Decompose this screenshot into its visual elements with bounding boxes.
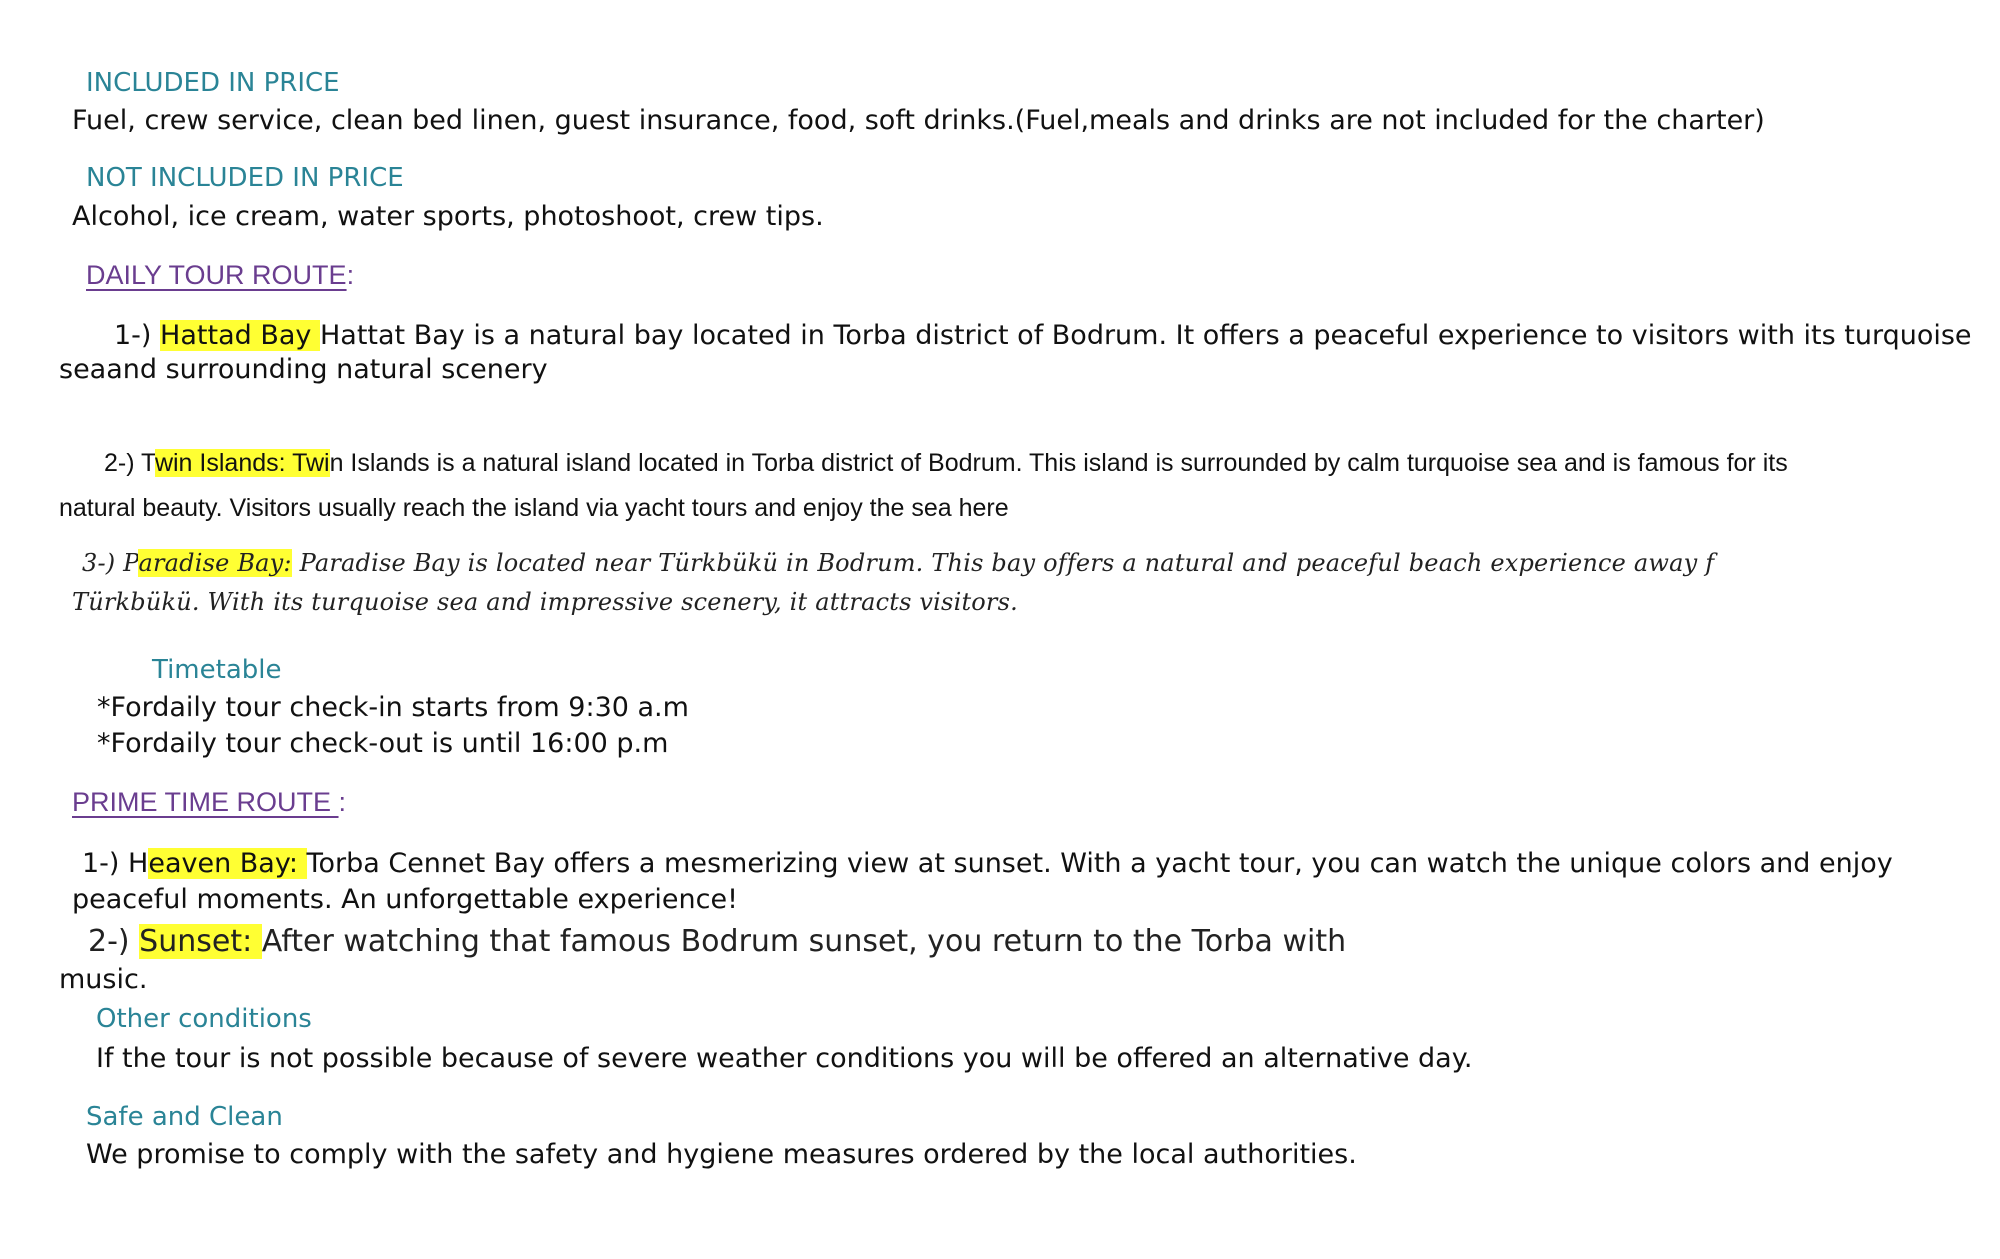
item-number: 2-) T bbox=[104, 449, 155, 477]
daily-route-item-2-continuation: natural beauty. Visitors usually reach the island via yacht tours and enjoy the sea here bbox=[59, 494, 1009, 522]
timetable-line-1: *Fordaily tour check-in starts from 9:30 a.m bbox=[97, 692, 689, 723]
prime-route-item-1 bbox=[82, 848, 1893, 879]
item-highlight: win Islands: Twi bbox=[154, 449, 330, 477]
daily-route-item-3-continuation: Türkbükü. With its turquoise sea and impressive scenery, it attracts visitors. bbox=[72, 588, 1018, 616]
prime-route-heading bbox=[72, 787, 346, 818]
item-text: n Islands is a natural island located in Torba district of Bodrum. This island is surrounded by calm turquoise sea and is famous for its bbox=[329, 449, 1788, 477]
daily-route-heading bbox=[86, 260, 354, 291]
prime-route-item-1-continuation: peaceful moments. An unforgettable experience! bbox=[72, 884, 738, 915]
item-number: 1-) H bbox=[82, 848, 149, 879]
prime-route-heading-label: PRIME TIME ROUTE bbox=[72, 787, 339, 817]
item-highlight: Sunset: bbox=[139, 924, 262, 959]
daily-route-item-2 bbox=[104, 449, 1788, 478]
safe-clean-heading: Safe and Clean bbox=[86, 1102, 283, 1132]
timetable-heading: Timetable bbox=[152, 655, 282, 685]
other-conditions-heading: Other conditions bbox=[96, 1004, 312, 1034]
not-included-text: Alcohol, ice cream, water sports, photoshoot, crew tips. bbox=[72, 201, 824, 232]
prime-route-heading-colon: : bbox=[338, 787, 347, 817]
item-text: After watching that famous Bodrum sunset, you return to the Torba with bbox=[261, 924, 1347, 959]
prime-route-item-2 bbox=[88, 924, 1346, 959]
not-included-heading: NOT INCLUDED IN PRICE bbox=[86, 163, 404, 193]
safe-clean-text: We promise to comply with the safety and hygiene measures ordered by the local authorities. bbox=[86, 1139, 1357, 1170]
daily-route-item-3 bbox=[82, 549, 1714, 577]
other-conditions-text: If the tour is not possible because of severe weather conditions you will be offered an alternative day. bbox=[96, 1043, 1473, 1074]
item-highlight: eaven Bay: bbox=[148, 848, 307, 879]
daily-route-heading-label: DAILY TOUR ROUTE bbox=[86, 260, 347, 290]
timetable-line-2: *Fordaily tour check-out is until 16:00 p.m bbox=[97, 728, 669, 759]
item-highlight: Hattad Bay bbox=[160, 320, 320, 351]
item-number: 3-) P bbox=[82, 549, 139, 577]
item-number: 1-) bbox=[114, 320, 161, 351]
item-text: Torba Cennet Bay offers a mesmerizing view at sunset. With a yacht tour, you can watch the unique colors and enjoy bbox=[306, 848, 1893, 879]
daily-route-heading-colon: : bbox=[346, 260, 355, 290]
daily-route-item-1-continuation: seaand surrounding natural scenery bbox=[59, 354, 548, 385]
included-text: Fuel, crew service, clean bed linen, guest insurance, food, soft drinks.(Fuel,meals and drinks are not included for the charter) bbox=[72, 105, 1765, 136]
included-heading: INCLUDED IN PRICE bbox=[86, 68, 340, 98]
item-number: 2-) bbox=[88, 924, 140, 959]
item-highlight: aradise Bay: bbox=[138, 549, 292, 577]
daily-route-item-1 bbox=[114, 320, 1972, 351]
item-text: Paradise Bay is located near Türkbükü in Bodrum. This bay offers a natural and peaceful beach experience away f bbox=[291, 549, 1715, 577]
prime-route-item-2-continuation: music. bbox=[59, 964, 148, 995]
item-text: Hattat Bay is a natural bay located in Torba district of Bodrum. It offers a peaceful experience to visitors with its turquoise bbox=[319, 320, 1972, 351]
